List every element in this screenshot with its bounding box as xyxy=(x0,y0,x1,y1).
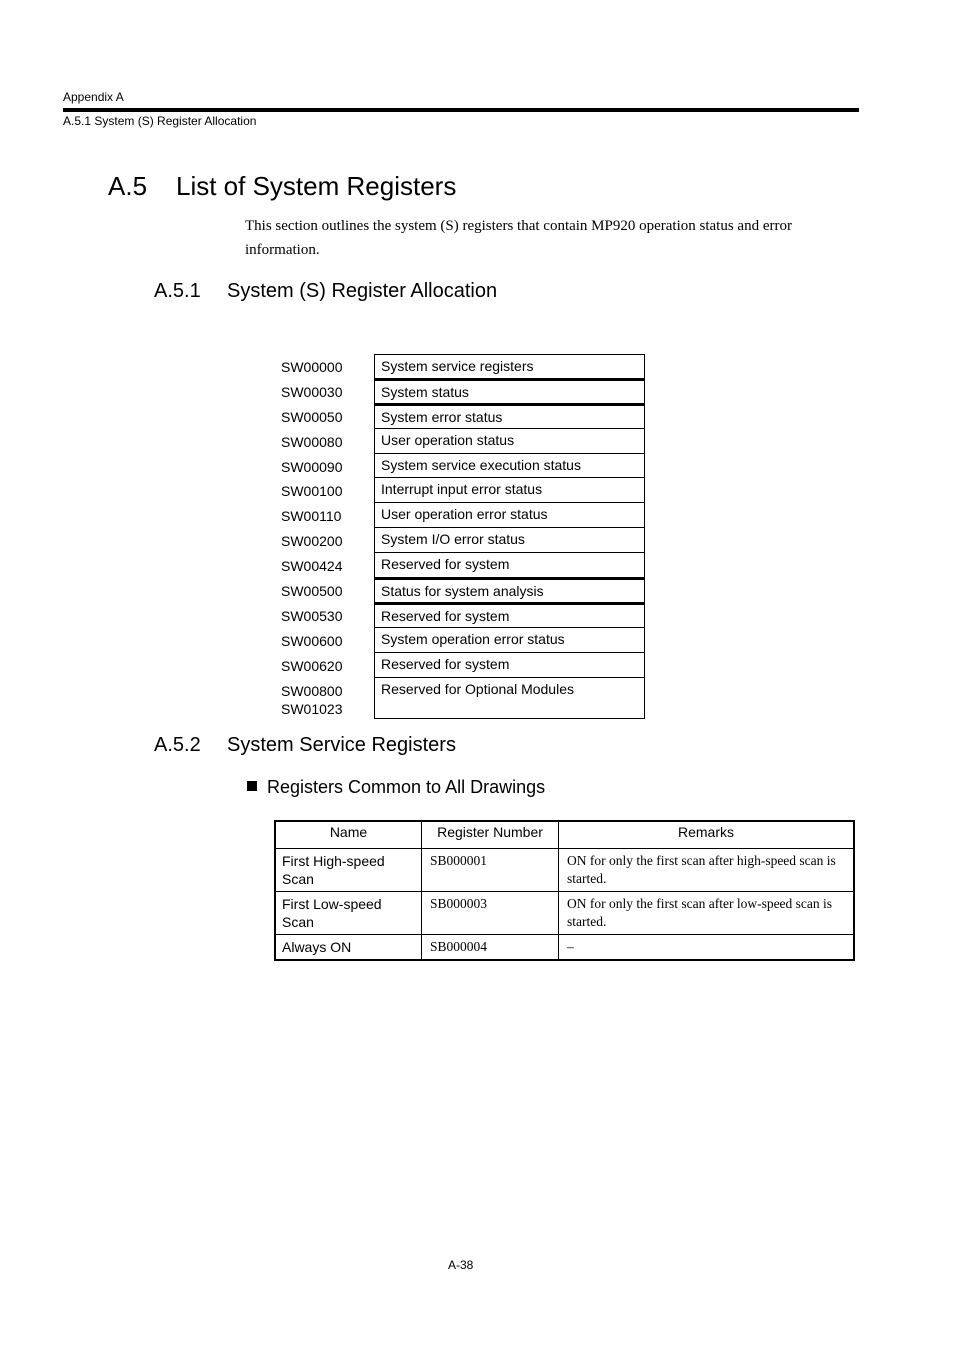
allocation-block xyxy=(374,503,645,528)
allocation-address: SW00424 xyxy=(281,558,343,575)
table-row xyxy=(275,849,854,892)
sub-subsection-heading xyxy=(247,777,545,798)
allocation-address: SW00800 xyxy=(281,682,343,699)
allocation-block xyxy=(374,478,645,503)
allocation-address: SW00530 xyxy=(281,607,343,624)
table-header-row xyxy=(275,821,854,849)
allocation-block xyxy=(374,653,645,678)
cell-name: Always ON xyxy=(275,935,422,961)
allocation-label: System status xyxy=(381,383,469,400)
page-number: A-38 xyxy=(448,1258,474,1272)
allocation-label: Reserved for system xyxy=(381,556,510,573)
allocation-block xyxy=(374,354,645,379)
cell-remarks: ON for only the first scan after high-speed scan is started. xyxy=(559,849,855,892)
allocation-address: SW00000 xyxy=(281,359,343,375)
cell-name: First High-speed Scan xyxy=(275,849,422,892)
allocation-address: SW00600 xyxy=(281,632,343,649)
allocation-label: User operation status xyxy=(381,431,515,448)
cell-register-number: SB000001 xyxy=(422,849,559,892)
allocation-label: Reserved for Optional Modules xyxy=(381,680,574,697)
allocation-address-range xyxy=(281,682,342,718)
cell-remarks: ON for only the first scan after low-speed scan is started. xyxy=(559,892,855,935)
allocation-label: Interrupt input error status xyxy=(381,481,543,498)
subsection-title: System (S) Register Allocation xyxy=(227,280,498,302)
column-header-register-number: Register Number xyxy=(422,821,559,849)
subsection-heading-allocation xyxy=(154,280,497,303)
allocation-address: SW00200 xyxy=(281,533,343,550)
running-header-section: A.5.1 System (S) Register Allocation xyxy=(63,114,257,128)
allocation-block xyxy=(374,678,645,719)
allocation-label: System operation error status xyxy=(381,630,565,647)
subsection-number: A.5.2 xyxy=(154,734,201,756)
subsection-title: System Service Registers xyxy=(227,734,456,756)
intro-paragraph: This section outlines the system (S) registers that contain MP920 operation status and error information. xyxy=(245,218,792,258)
allocation-label: System error status xyxy=(381,408,503,425)
allocation-label: Reserved for system xyxy=(381,607,510,624)
allocation-block xyxy=(374,454,645,479)
section-heading xyxy=(108,171,456,202)
bullet-square-icon xyxy=(247,781,257,791)
allocation-block xyxy=(374,528,645,553)
allocation-block xyxy=(374,628,645,653)
allocation-label: User operation error status xyxy=(381,506,548,523)
allocation-block xyxy=(374,578,645,603)
column-header-name: Name xyxy=(275,821,422,849)
allocation-block xyxy=(374,553,645,578)
subsection-number: A.5.1 xyxy=(154,280,201,302)
allocation-address: SW00080 xyxy=(281,433,343,450)
cell-name: First Low-speed Scan xyxy=(275,892,422,935)
header-rule xyxy=(63,108,859,112)
allocation-address: SW00500 xyxy=(281,583,343,600)
allocation-address: SW00090 xyxy=(281,458,343,475)
cell-register-number: SB000003 xyxy=(422,892,559,935)
allocation-label: System I/O error status xyxy=(381,531,525,548)
allocation-address: SW00100 xyxy=(281,483,343,500)
column-header-remarks: Remarks xyxy=(559,821,855,849)
allocation-address: SW00620 xyxy=(281,657,343,674)
table-row xyxy=(275,935,854,961)
allocation-address-end: SW01023 xyxy=(281,700,343,717)
subsection-heading-service xyxy=(154,734,456,757)
section-number: A.5 xyxy=(108,171,148,201)
allocation-block xyxy=(374,429,645,454)
service-registers-table xyxy=(274,820,855,961)
section-title: List of System Registers xyxy=(176,171,457,201)
table-row xyxy=(275,892,854,935)
running-header-chapter: Appendix A xyxy=(63,90,124,104)
allocation-label: System service registers xyxy=(381,358,534,374)
allocation-block xyxy=(374,379,645,404)
sub-subsection-title: Registers Common to All Drawings xyxy=(267,777,546,797)
allocation-block xyxy=(374,404,645,429)
cell-remarks: – xyxy=(559,935,855,961)
allocation-address: SW00110 xyxy=(281,508,342,525)
allocation-address: SW00030 xyxy=(281,383,343,400)
allocation-label: Status for system analysis xyxy=(381,583,544,600)
allocation-block xyxy=(374,603,645,628)
allocation-label: System service execution status xyxy=(381,456,581,473)
allocation-address: SW00050 xyxy=(281,408,343,425)
cell-register-number: SB000004 xyxy=(422,935,559,961)
allocation-label: Reserved for system xyxy=(381,655,510,672)
